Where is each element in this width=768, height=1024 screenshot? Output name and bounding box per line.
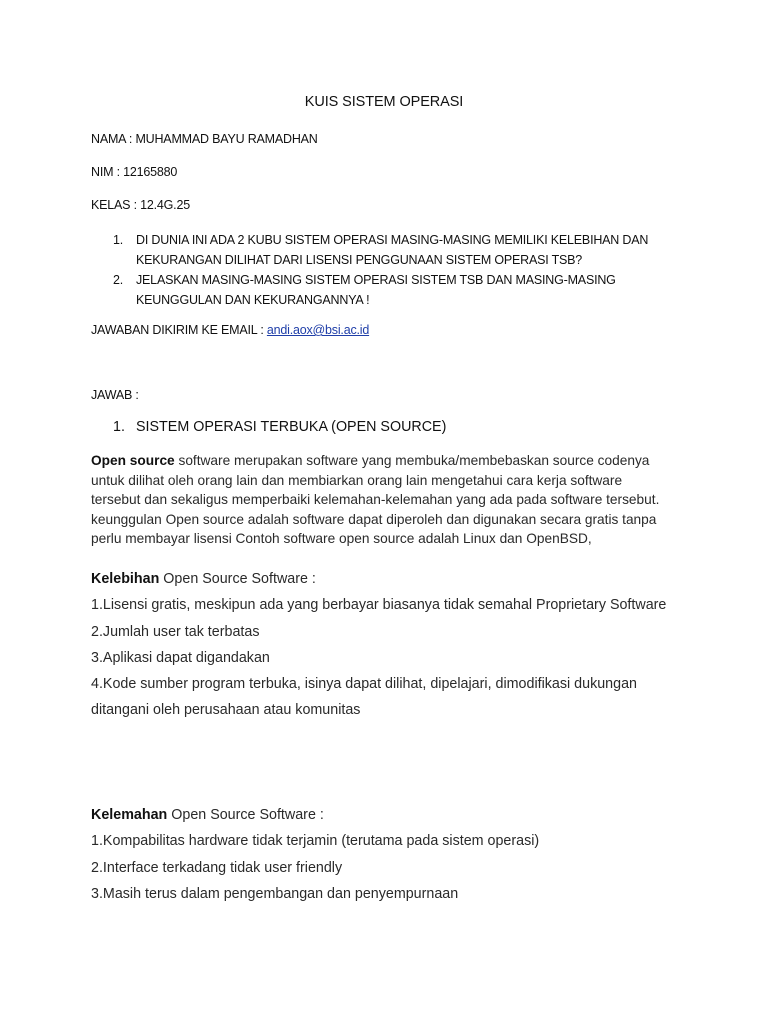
email-link[interactable]: andi.aox@bsi.ac.id	[266, 323, 370, 337]
email-line	[91, 323, 369, 337]
email-label: JAWABAN DIKIRIM KE EMAIL :	[91, 323, 267, 337]
question-list	[113, 230, 693, 310]
list-item: 4.Kode sumber program terbuka, isinya dapat dilihat, dipelajari, dimodifikasi dukungan ditangani oleh perusahaan atau komunitas	[91, 676, 637, 719]
page-title: KUIS SISTEM OPERASI	[304, 94, 464, 110]
question-number: 2.	[113, 273, 124, 287]
list-item: 1.Kompabilitas hardware tidak terjamin (terutama pada sistem operasi)	[91, 833, 540, 850]
question-number: 1.	[113, 233, 124, 247]
student-name: NAMA : MUHAMMAD BAYU RAMADHAN	[91, 132, 318, 146]
kelemahan-heading: Kelemahan Open Source Software :	[91, 807, 324, 823]
student-class: KELAS : 12.4G.25	[91, 198, 190, 212]
list-item: 2.Jumlah user tak terbatas	[91, 623, 260, 640]
section-number: 1.	[113, 419, 125, 435]
kelebihan-block	[91, 566, 671, 724]
question-item	[113, 270, 693, 310]
list-item: 3.Masih terus dalam pengembangan dan penyempurnaan	[91, 885, 459, 902]
student-nim: NIM : 12165880	[91, 165, 178, 179]
section-heading	[113, 419, 446, 435]
question-text: DI DUNIA INI ADA 2 KUBU SISTEM OPERASI MASING-MASING MEMILIKI KELEBIHAN DAN KEKURANGAN DILIHAT DARI LISENSI PENGGUNAAN SISTEM OPERASI TSB?	[136, 233, 649, 267]
section-title: SISTEM OPERASI TERBUKA (OPEN SOURCE)	[136, 419, 447, 435]
question-text: JELASKAN MASING-MASING SISTEM OPERASI SISTEM TSB DAN MASING-MASING KEUNGGULAN DAN KEKURANGANNYA !	[136, 273, 616, 307]
kelemahan-block	[91, 802, 671, 907]
open-source-paragraph	[91, 451, 671, 549]
list-item: 2.Interface terkadang tidak user friendly	[91, 859, 343, 876]
jawab-label: JAWAB :	[91, 388, 139, 402]
list-item: 3.Aplikasi dapat digandakan	[91, 649, 270, 666]
kelebihan-heading: Kelebihan Open Source Software :	[91, 571, 316, 587]
paragraph-text: software merupakan software yang membuka/membebaskan source codenya untuk dilihat oleh orang lain dan membiarkan orang lain mengetahui cara kerja software tersebut dan sekaligus memperbaiki kelemahan-kelemahan yang ada pada software tersebut. keunggulan Open source adalah software dapat diperoleh dan digunakan secara gratis tanpa perlu membayar lisensi Contoh software open source adalah Linux dan OpenBSD,	[91, 453, 660, 547]
question-item	[113, 230, 693, 270]
list-item: 1.Lisensi gratis, meskipun ada yang berbayar biasanya tidak semahal Proprietary Software	[91, 597, 667, 614]
paragraph-bold-term: Open source	[91, 453, 175, 468]
